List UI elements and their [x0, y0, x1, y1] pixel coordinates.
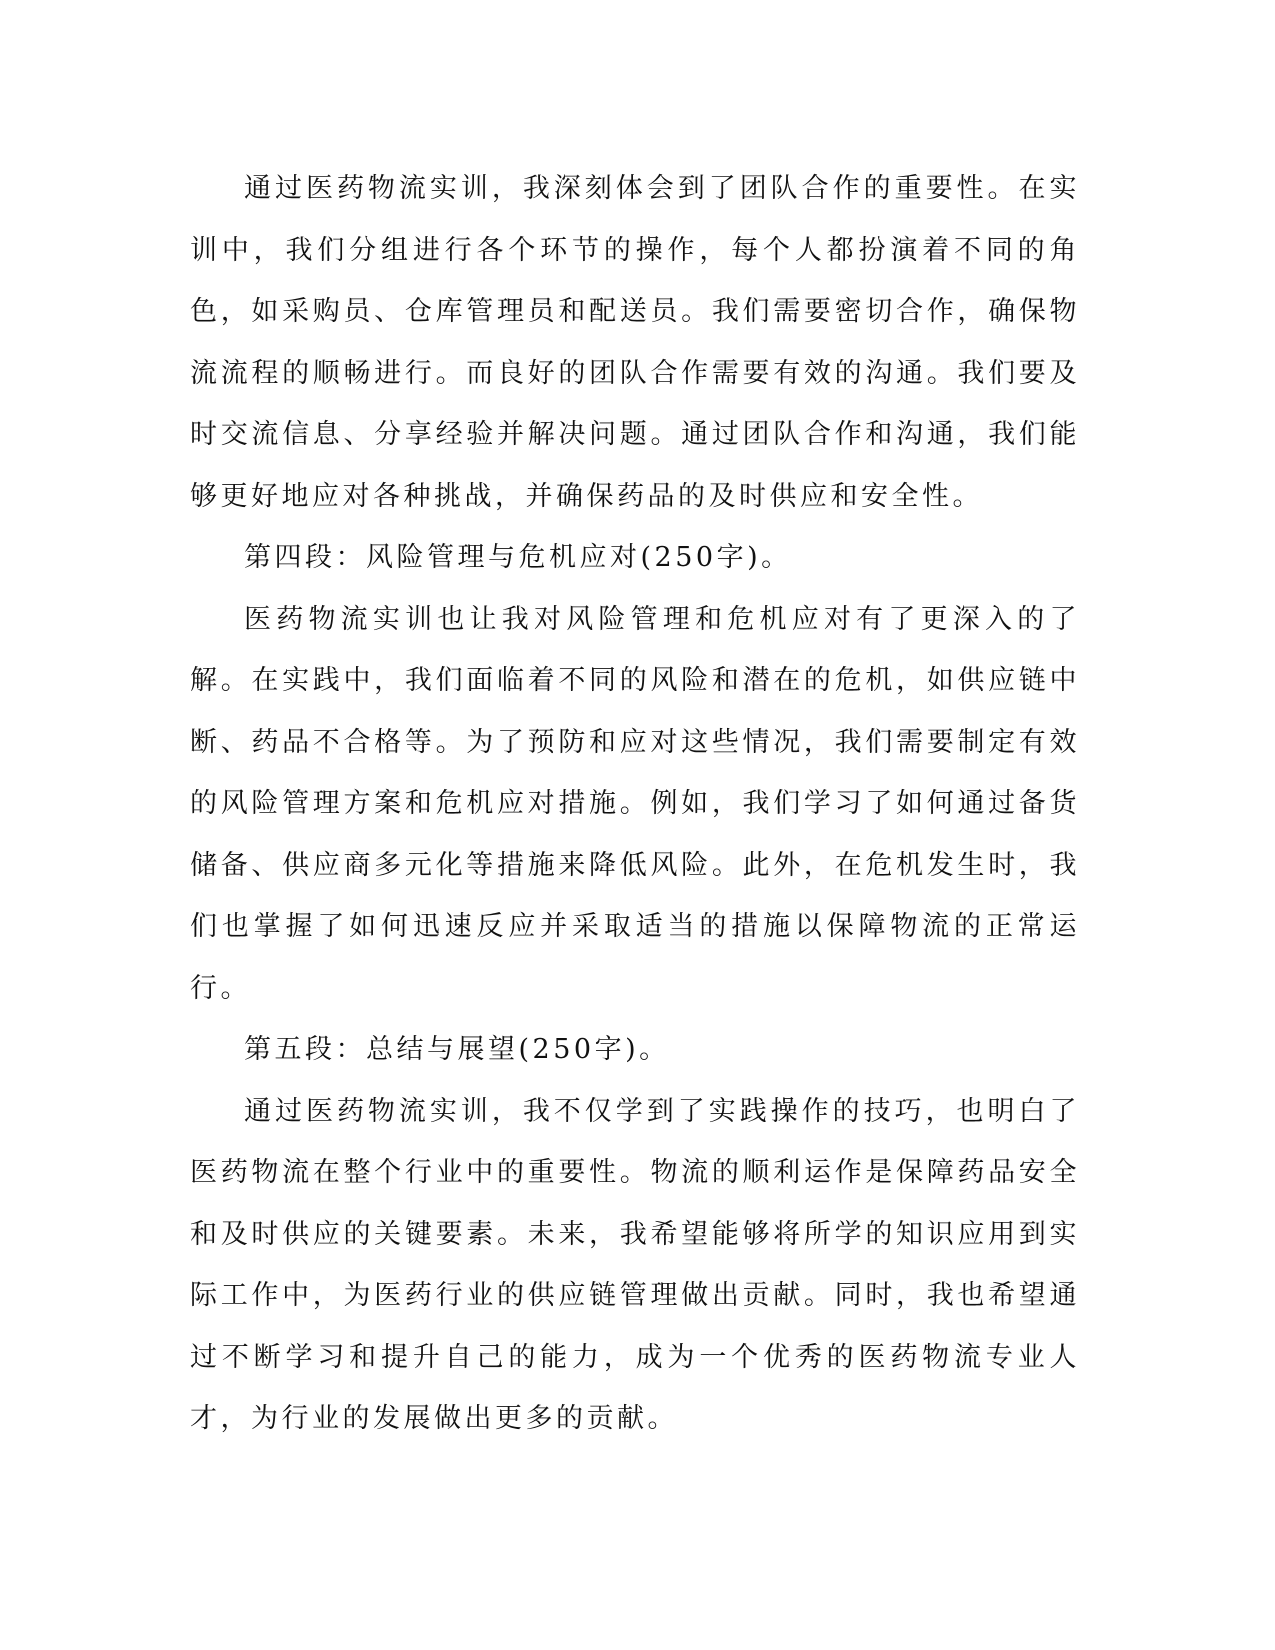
paragraph-teamwork: 通过医药物流实训，我深刻体会到了团队合作的重要性。在实训中，我们分组进行各个环节的操作，每个人都扮演着不同的角色，如采购员、仓库管理员和配送员。我们需要密切合作，确保物流流程的顺畅进行。而良好的团队合作需要有效的沟通。我们要及时交流信息、分享经验并解决问题。通过团队合作和沟通，我们能够更好地应对各种挑战，并确保药品的及时供应和安全性。: [190, 173, 1080, 512]
section-heading-4: 第四段：风险管理与危机应对(250字)。: [244, 542, 792, 573]
paragraph-risk-management: 医药物流实训也让我对风险管理和危机应对有了更深入的了解。在实践中，我们面临着不同的风险和潜在的危机，如供应链中断、药品不合格等。为了预防和应对这些情况，我们需要制定有效的风险管理方案和危机应对措施。例如，我们学习了如何通过备货储备、供应商多元化等措施来降低风险。此外，在危机发生时，我们也掌握了如何迅速反应并采取适当的措施以保障物流的正常运行。: [190, 603, 1080, 1004]
section-heading-5: 第五段：总结与展望(250字)。: [244, 1034, 670, 1065]
document-body: [190, 158, 1080, 1450]
paragraph-summary: 通过医药物流实训，我不仅学到了实践操作的技巧，也明白了医药物流在整个行业中的重要性。物流的顺利运作是保障药品安全和及时供应的关键要素。未来，我希望能够将所学的知识应用到实际工作中，为医药行业的供应链管理做出贡献。同时，我也希望通过不断学习和提升自己的能力，成为一个优秀的医药物流专业人才，为行业的发展做出更多的贡献。: [190, 1095, 1080, 1434]
